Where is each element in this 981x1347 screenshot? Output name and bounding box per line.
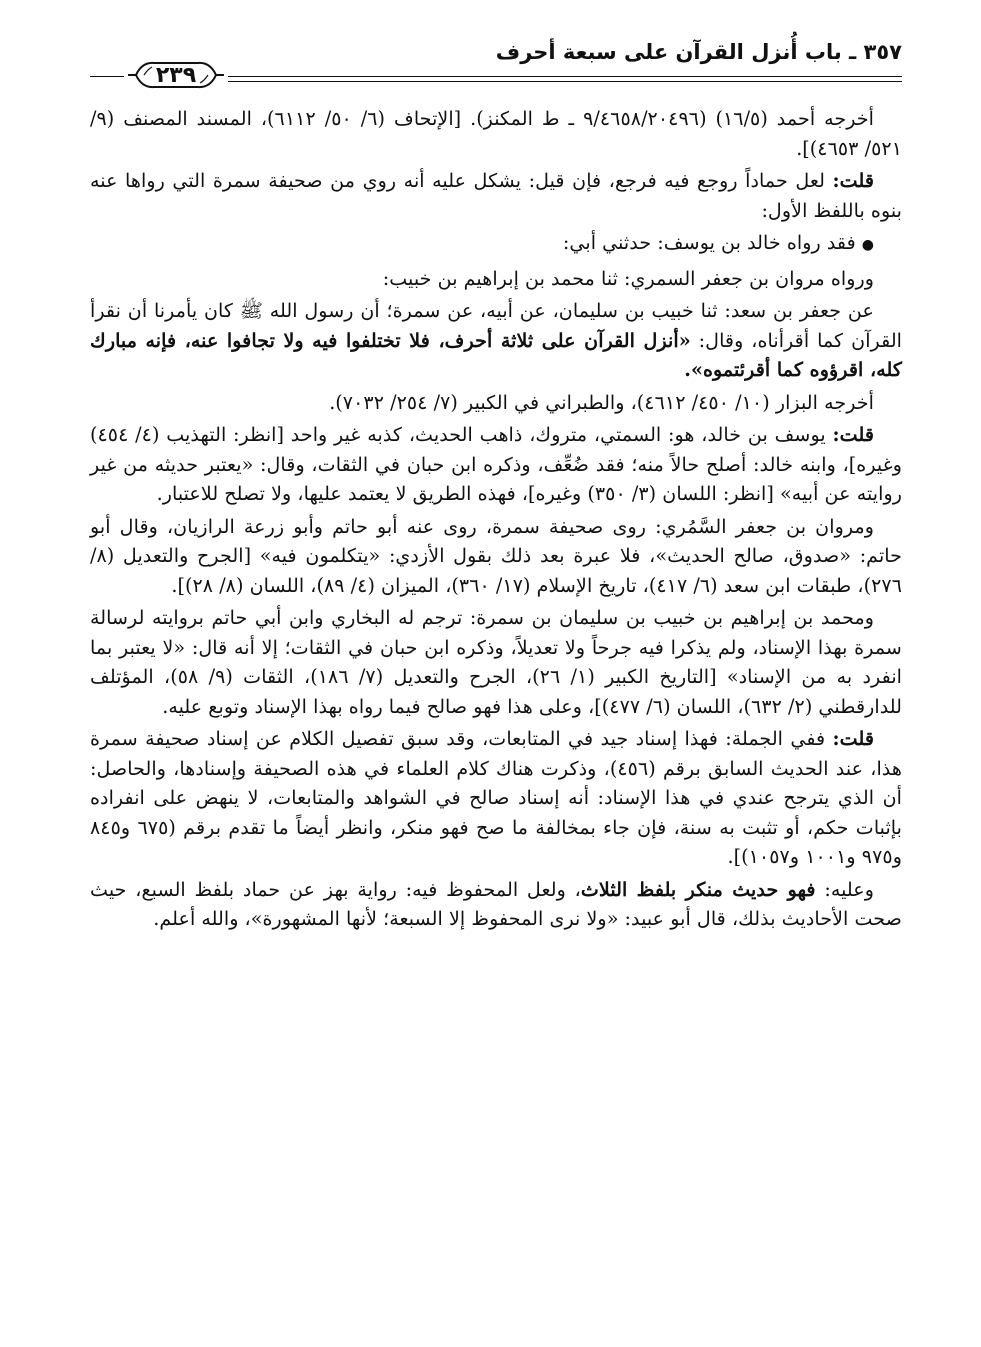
header-rule-secondary (210, 81, 902, 82)
paragraph-muhammad (90, 603, 902, 721)
page-header (90, 34, 902, 94)
main-text (90, 104, 902, 937)
paragraph-qultu-2 (90, 420, 902, 509)
qultu-label: قلت: (832, 423, 874, 446)
paragraph-bullet (90, 228, 902, 261)
paragraph-text: يوسف بن خالد، هو: السمتي، متروك، ذاهب الحديث، كذبه غير واحد [انظر: التهذيب (٤/ ٤٥٤) وغيره]، وابنه خالد: أصلح حالاً منه؛ فقد ضُعِّف، وذكره ابن حبان في الثقات، وقال: «يعتبر حديثه من غير روايته عن أبيه» [انظر: اللسان (٣/ ٣٥٠) وغيره]، فهذه الطريق لا يعتمد عليها، ولا تصلح للاعتبار. (90, 423, 902, 505)
paragraph-text: وعليه: (815, 877, 874, 901)
chapter-title: ٣٥٧ ـ باب أُنزل القرآن على سبعة أحرف (495, 40, 902, 64)
paragraph-text: ، ولعل المحفوظ فيه: رواية بهز عن حماد بلفظ السبع، حيث صحت الأحاديث بذلك، قال أبو عبيد: «ولا نرى المحفوظ إلا السبعة؛ لأنها المشهورة»، والله أعلم. (90, 877, 902, 930)
paragraph-hadith-text (90, 296, 902, 385)
qultu-label: قلت: (832, 169, 874, 192)
hadith-matn: «أنزل القرآن على ثلاثة أحرف، فلا تختلفوا فيه ولا تجافوا عنه، فإنه مبارك كله، اقرؤوه كما أقرئتموه». (90, 328, 902, 381)
paragraph-marwan-chain (90, 264, 902, 294)
paragraph-conclusion (90, 875, 902, 934)
paragraph-text: ففي الجملة: فهذا إسناد جيد في المتابعات، وقد سبق تفصيل الكلام عن إسناد صحيفة سمرة هذا، عند الحديث السابق برقم (٤٥٦)، وذكرت هناك كلام العلماء في هذه الصحيفة وإسنادها، والحاصل: أن الذي يترجح عندي في هذا الإسناد: أنه إسناد صالح في الشواهد والمتابعات، لا ينهض على انفراده بإثبات حكم، أو تثبت به سنة، فإن جاء بمخالفة ما صح فهو منكر، وانظر أيضاً ما تقدم برقم (٦٧٥ و٨٤٥ و٩٧٥ و١٠٠١ و١٠٥٧)]. (90, 727, 902, 868)
paragraph-text: عن جعفر بن سعد: ثنا خبيب بن سليمان، عن أبيه، عن سمرة؛ أن رسول الله ﷺ كان يأمرنا أن نقرأ القرآن كما أقرأناه، وقال: (90, 299, 903, 352)
paragraph-qultu-1 (90, 166, 902, 225)
paragraph-text: لعل حماداً روجع فيه فرجع، فإن قيل: يشكل عليه أنه روي من صحيفة سمرة التي رواها عنه بنوه باللفظ الأول: (90, 169, 902, 222)
paragraph-takhrij-2 (90, 388, 902, 418)
paragraph-text: أخرجه البزار (١٠/ ٤٥٠/ ٤٦١٢)، والطبراني في الكبير (٧/ ٢٥٤/ ٧٠٣٢). (329, 390, 874, 414)
paragraph-text: ومحمد بن إبراهيم بن خبيب بن سليمان بن سمرة: ترجم له البخاري وابن أبي حاتم بروايته لرسالة سمرة بهذا الإسناد، ولم يذكرا فيه جرحاً ولا تعديلاً، وذكره ابن حبان في الثقات؛ إلا أنه قال: «لا يعتبر بما انفرد به من الإسناد» [التاريخ الكبير (١/ ٢٦)، الجرح والتعديل (٧/ ١٨٦)، الثقات (٩/ ٥٨)، المؤتلف للدارقطني (٢/ ٦٣٢)، اللسان (٦/ ٤٧٧)]، وعلى هذا فهو صالح فيما رواه بهذا الإسناد وتوبع عليه. (90, 606, 903, 718)
paragraph-text: ومروان بن جعفر السَّمُري: روى صحيفة سمرة، روى عنه أبو حاتم وأبو زرعة الرازيان، وقال أبو حاتم: «صدوق، صالح الحديث»، فلا عبرة بعد ذلك بقول الأزدي: «يتكلمون فيه» [الجرح والتعديل (٨/ ٢٧٦)، طبقات ابن سعد (٦/ ٤١٧)، تاريخ الإسلام (١٧/ ٣٦٠)، الميزان (٤/ ٨٩)، اللسان (٨/ ٢٨)]. (90, 514, 902, 597)
page-number-badge (124, 58, 228, 92)
verdict-text: فهو حديث منكر بلفظ الثلاث (580, 877, 816, 901)
paragraph-text: فقد رواه خالد بن يوسف: حدثني أبي: (562, 231, 856, 254)
qultu-label: قلت: (832, 727, 874, 750)
bullet-icon: ● (861, 237, 874, 253)
page-number: ٢٣٩ (155, 62, 197, 88)
paragraph-text: ورواه مروان بن جعفر السمري: ثنا محمد بن إبراهيم بن خبيب: (382, 266, 874, 290)
paragraph-takhrij-1 (90, 104, 902, 163)
paragraph-qultu-3 (90, 724, 902, 872)
paragraph-marwan (90, 512, 902, 601)
paragraph-text: أخرجه أحمد (١٦/٥) (٩/٤٦٥٨/٢٠٤٩٦ ـ ط المكنز). [الإتحاف (٦/ ٥٠/ ٦١١٢)، المسند المصنف (٩/ ٥٢١/ ٤٦٥٣)]. (90, 107, 902, 160)
